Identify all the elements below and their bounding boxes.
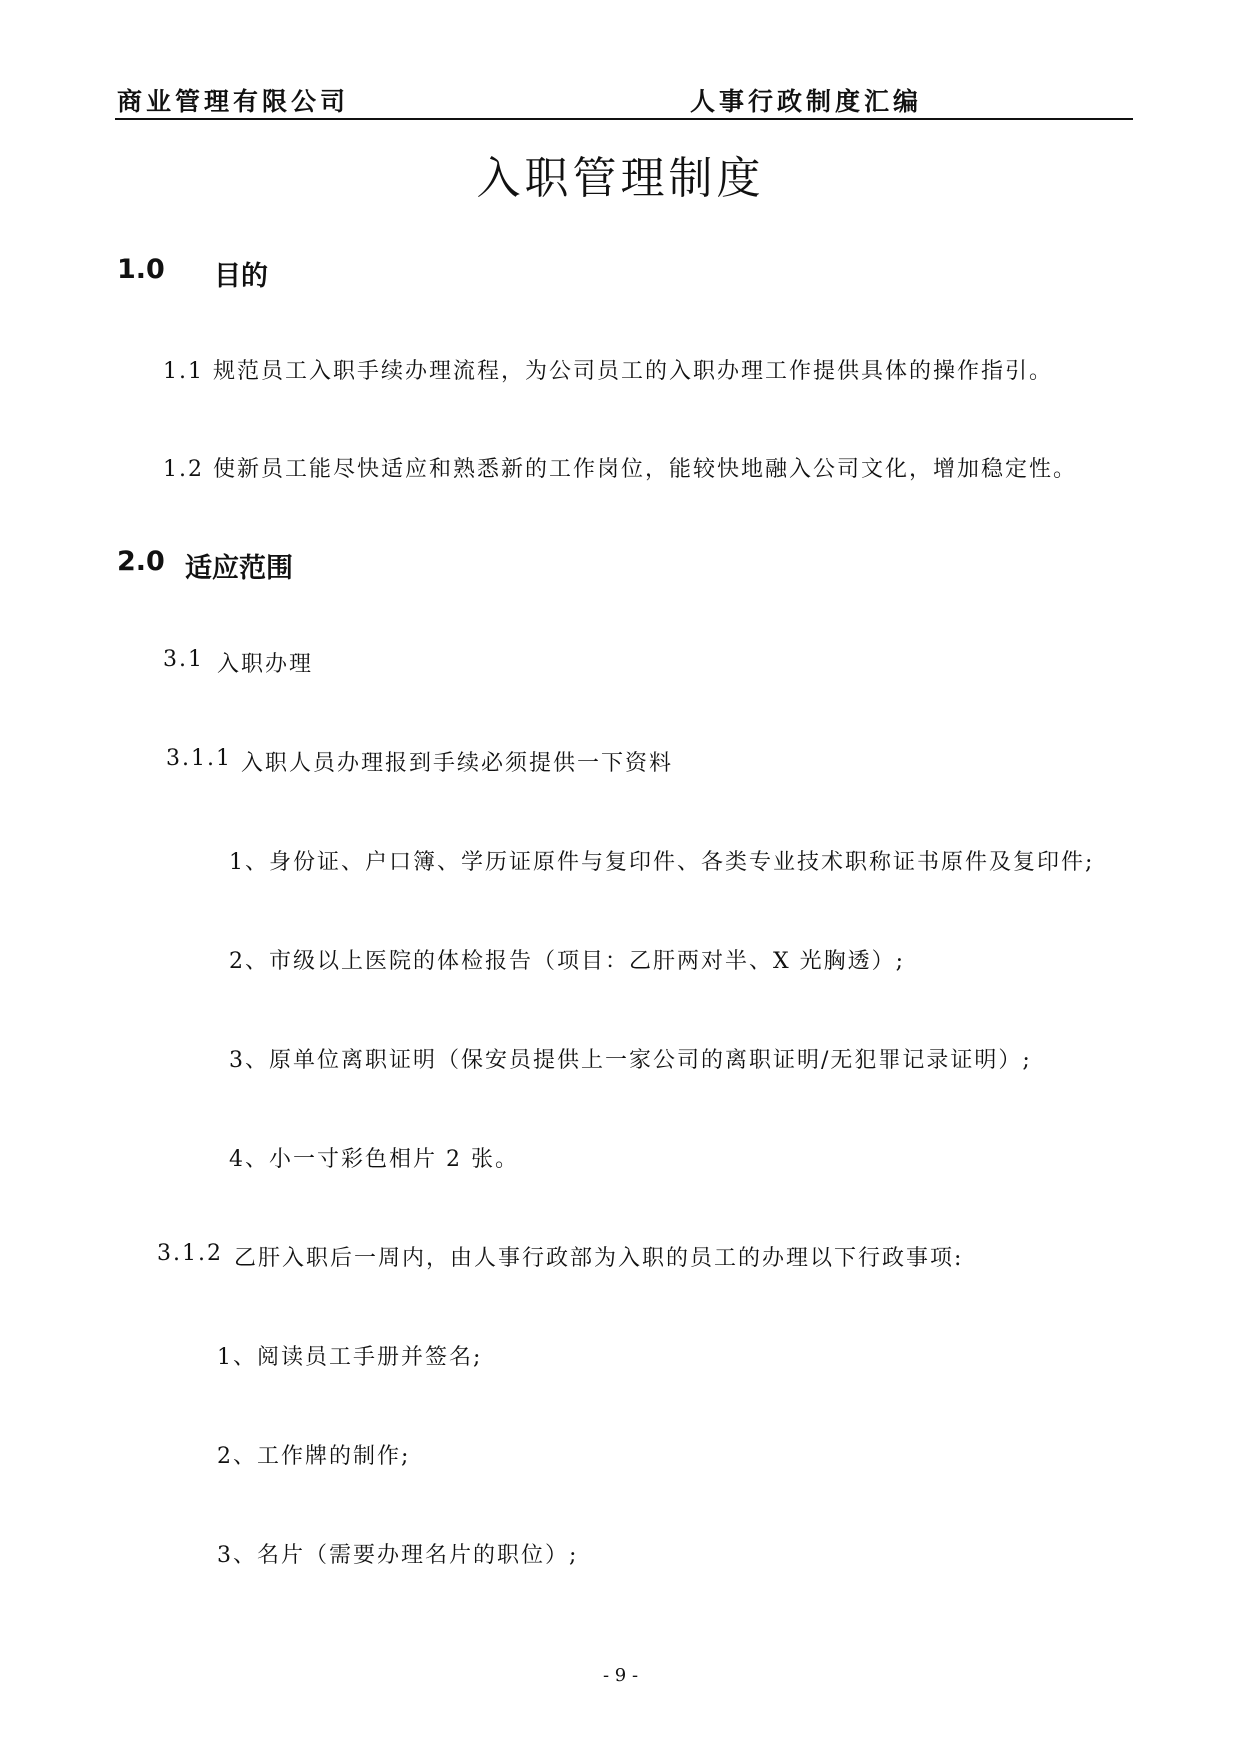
section-1-item-2: 1.2 使新员工能尽快适应和熟悉新的工作岗位，能较快地融入公司文化，增加稳定性。 bbox=[163, 457, 1077, 482]
subsection-3-1-1-number: 3.1.1 bbox=[166, 746, 232, 771]
doc-requirement-item-2: 2、市级以上医院的体检报告（项目：乙肝两对半、X 光胸透）; bbox=[229, 949, 906, 974]
header-rule bbox=[115, 118, 1133, 120]
subsection-3-1-text: 入职办理 bbox=[217, 652, 314, 677]
section-1-item-1: 1.1 规范员工入职手续办理流程，为公司员工的入职办理工作提供具体的操作指引。 bbox=[163, 359, 1053, 384]
section-2-heading: 适应范围 bbox=[185, 553, 293, 584]
page-number: - 9 - bbox=[602, 1665, 639, 1686]
section-1-heading: 目的 bbox=[214, 261, 268, 292]
admin-task-item-3: 3、名片（需要办理名片的职位）; bbox=[217, 1543, 579, 1568]
section-1-number: 1.0 bbox=[117, 254, 165, 285]
header-company: 商业管理有限公司 bbox=[117, 87, 350, 116]
admin-task-item-1: 1、阅读员工手册并签名; bbox=[217, 1345, 483, 1370]
page-title: 入职管理制度 bbox=[476, 153, 765, 204]
section-2-number: 2.0 bbox=[117, 546, 165, 577]
subsection-3-1-2-number: 3.1.2 bbox=[157, 1241, 223, 1266]
doc-requirement-item-4: 4、小一寸彩色相片 2 张。 bbox=[229, 1147, 519, 1172]
header-doc-series: 人事行政制度汇编 bbox=[690, 87, 923, 116]
subsection-3-1-number: 3.1 bbox=[163, 647, 204, 672]
subsection-3-1-2-text: 乙肝入职后一周内，由人事行政部为入职的员工的办理以下行政事项: bbox=[234, 1246, 964, 1271]
admin-task-item-2: 2、工作牌的制作; bbox=[217, 1444, 411, 1469]
doc-requirement-item-3: 3、原单位离职证明（保安员提供上一家公司的离职证明/无犯罪记录证明）; bbox=[229, 1048, 1032, 1073]
doc-requirement-item-1: 1、身份证、户口簿、学历证原件与复印件、各类专业技术职称证书原件及复印件; bbox=[229, 850, 1095, 875]
subsection-3-1-1-text: 入职人员办理报到手续必须提供一下资料 bbox=[241, 751, 674, 776]
